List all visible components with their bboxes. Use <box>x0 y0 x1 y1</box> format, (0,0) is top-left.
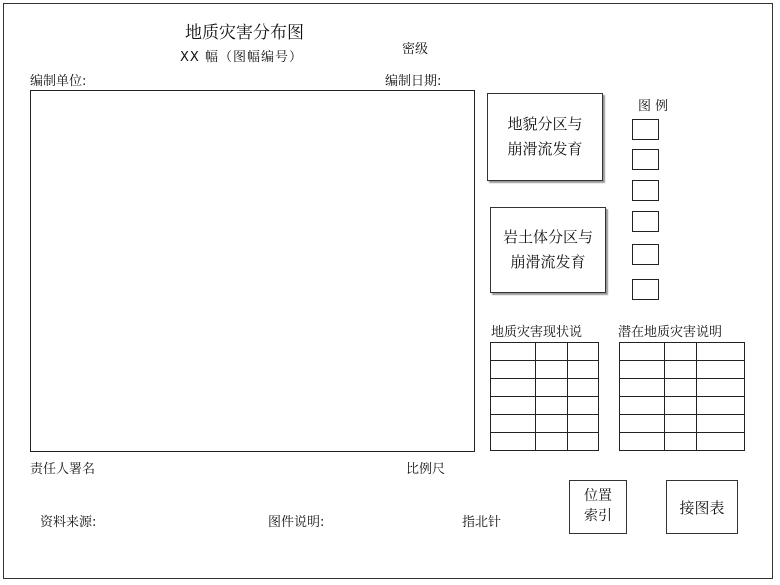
table-cell <box>536 343 567 361</box>
rock-soil-zoning-box: 岩土体分区与 崩滑流发育 <box>490 207 606 293</box>
table-cell <box>696 379 744 397</box>
potential-disaster-table-title: 潜在地质灾害说明 <box>618 325 723 340</box>
table-cell <box>567 433 598 451</box>
table-cell <box>567 379 598 397</box>
map-title: 地质灾害分布图 <box>185 23 304 43</box>
table-row <box>491 361 599 379</box>
table-cell <box>567 361 598 379</box>
position-index-box: 位置 索引 <box>569 480 627 534</box>
table-row <box>491 397 599 415</box>
table-cell <box>536 433 567 451</box>
table-cell <box>696 343 744 361</box>
table-row <box>620 415 745 433</box>
table-cell <box>620 379 665 397</box>
map-subtitle: XX 幅（图幅编号） <box>180 50 303 65</box>
table-cell <box>567 415 598 433</box>
table-cell <box>567 343 598 361</box>
table-row <box>491 415 599 433</box>
table-row <box>620 397 745 415</box>
table-cell <box>536 361 567 379</box>
main-map-area <box>30 90 475 452</box>
legend-swatch <box>632 180 659 201</box>
table-cell <box>665 379 697 397</box>
table-cell <box>696 433 744 451</box>
table-cell <box>491 361 536 379</box>
responsible-signature-label: 责任人署名 <box>30 462 96 477</box>
current-disaster-table-title: 地质灾害现状说 <box>491 325 583 340</box>
table-cell <box>567 397 598 415</box>
scale-label: 比例尺 <box>406 462 446 477</box>
table-row <box>491 433 599 451</box>
potential-disaster-table <box>619 342 745 451</box>
table-cell <box>491 343 536 361</box>
table-cell <box>491 379 536 397</box>
table-cell <box>491 433 536 451</box>
compiling-date-label: 编制日期: <box>385 74 442 89</box>
table-cell <box>665 415 697 433</box>
table-cell <box>620 361 665 379</box>
legend-swatch <box>632 149 659 170</box>
table-cell <box>536 397 567 415</box>
table-row <box>620 361 745 379</box>
table-cell <box>696 397 744 415</box>
table-cell <box>696 361 744 379</box>
table-row <box>491 379 599 397</box>
table-cell <box>491 415 536 433</box>
table-cell <box>491 397 536 415</box>
table-row <box>491 343 599 361</box>
data-source-label: 资料来源: <box>40 515 97 530</box>
table-cell <box>620 415 665 433</box>
table-cell <box>665 397 697 415</box>
legend-swatch <box>632 279 659 300</box>
table-cell <box>665 433 697 451</box>
table-row <box>620 343 745 361</box>
table-cell <box>665 343 697 361</box>
table-cell <box>620 397 665 415</box>
table-cell <box>620 433 665 451</box>
table-cell <box>536 415 567 433</box>
table-cell <box>620 343 665 361</box>
sheet-index-box: 接图表 <box>666 480 738 534</box>
table-cell <box>696 415 744 433</box>
table-row <box>620 379 745 397</box>
legend-swatch <box>632 211 659 232</box>
north-arrow-label: 指北针 <box>462 515 502 530</box>
legend-swatch <box>632 119 659 140</box>
table-row <box>620 433 745 451</box>
geomorph-zoning-box: 地貌分区与 崩滑流发育 <box>487 93 603 181</box>
table-cell <box>665 361 697 379</box>
legend-title: 图 例 <box>638 99 669 114</box>
map-note-label: 图件说明: <box>268 515 325 530</box>
compiling-unit-label: 编制单位: <box>30 74 87 89</box>
legend-swatch <box>632 244 659 265</box>
table-cell <box>536 379 567 397</box>
current-disaster-table <box>490 342 599 451</box>
secret-level-label: 密级 <box>402 42 429 57</box>
